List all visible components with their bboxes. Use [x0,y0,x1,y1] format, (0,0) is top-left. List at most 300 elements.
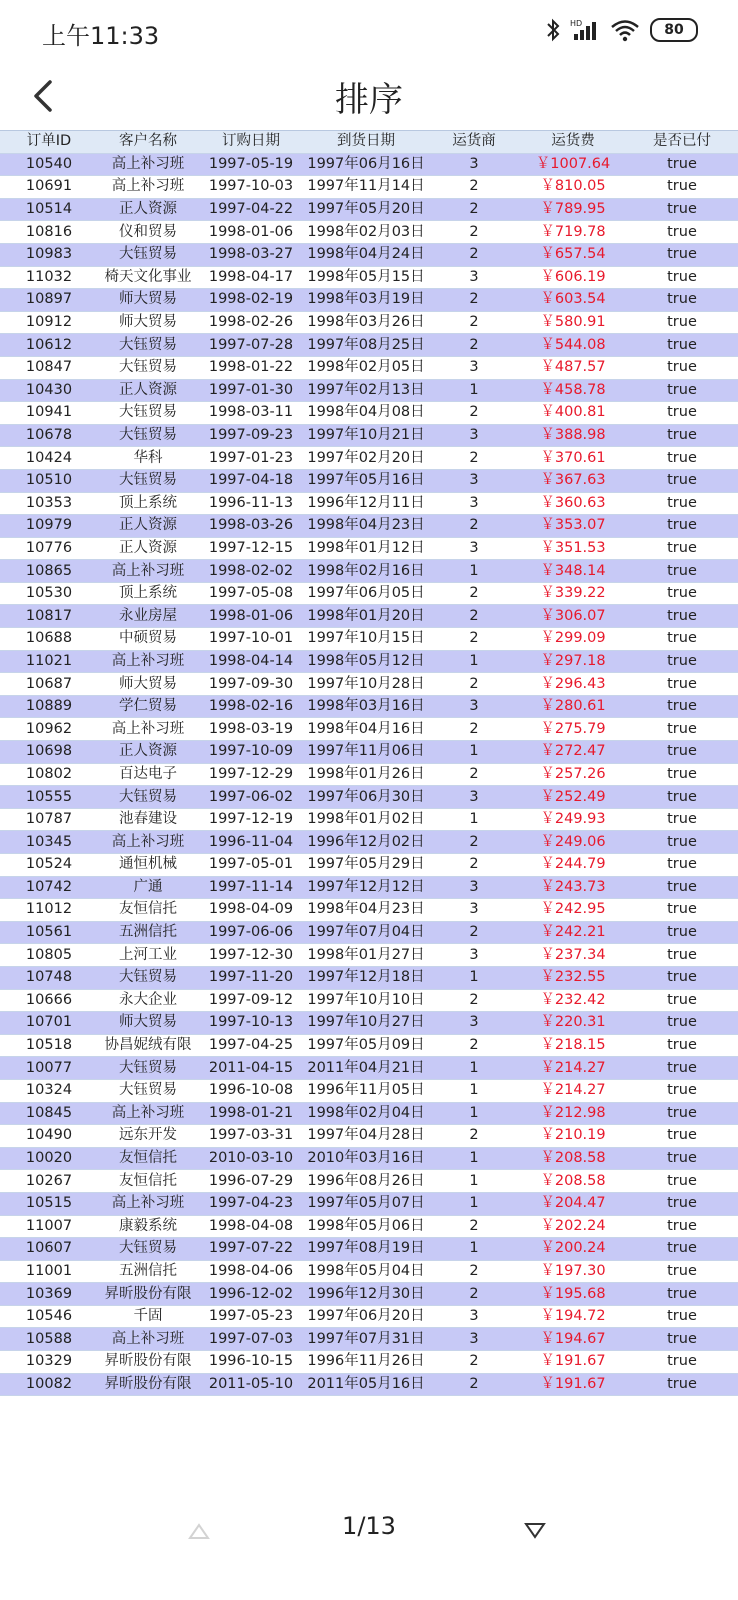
table-row[interactable] [0,854,738,877]
cell-shipper: 3 [428,944,520,967]
table-header-row [0,131,738,154]
cell-order-date: 1998-01-22 [198,356,304,379]
table-row[interactable] [0,492,738,515]
cell-order-date: 1996-10-15 [198,1351,304,1374]
cell-customer-name: 正人资源 [98,515,198,538]
table-row[interactable] [0,334,738,357]
cell-order-id: 10515 [0,1192,98,1215]
cell-order-id: 10805 [0,944,98,967]
cell-paid: true [626,628,738,651]
cell-arrival-date: 1997年07月31日 [304,1328,428,1351]
cell-arrival-date: 1996年11月05日 [304,1079,428,1102]
header-customer-name[interactable]: 客户名称 [98,131,198,154]
cell-arrival-date: 1997年08月19日 [304,1238,428,1261]
cell-order-date: 1997-06-02 [198,786,304,809]
cell-order-date: 1997-04-22 [198,198,304,221]
cell-arrival-date: 2011年05月16日 [304,1373,428,1396]
table-row[interactable] [0,831,738,854]
table-row[interactable] [0,718,738,741]
cell-arrival-date: 1997年12月18日 [304,966,428,989]
cell-paid: true [626,741,738,764]
cell-paid: true [626,944,738,967]
table-row[interactable] [0,899,738,922]
cell-shipper: 2 [428,1373,520,1396]
table-body [0,153,738,1396]
cell-paid: true [626,1305,738,1328]
cell-shipper: 1 [428,808,520,831]
cell-shipper: 2 [428,515,520,538]
cell-order-id: 10678 [0,424,98,447]
cell-customer-name: 仪和贸易 [98,221,198,244]
cell-customer-name: 协昌妮绒有限 [98,1034,198,1057]
table-row[interactable] [0,1102,738,1125]
cell-shipper: 3 [428,356,520,379]
cell-shipper: 1 [428,1192,520,1215]
header-paid[interactable]: 是否已付 [626,131,738,154]
cell-customer-name: 昇昕股份有限 [98,1283,198,1306]
cell-shipper: 3 [428,1012,520,1035]
table-row[interactable] [0,1351,738,1374]
cell-customer-name: 高上补习班 [98,650,198,673]
cell-order-date: 1997-12-30 [198,944,304,967]
cell-arrival-date: 1998年04月08日 [304,402,428,425]
cell-freight: ￥348.14 [520,560,626,583]
cell-shipper: 2 [428,402,520,425]
cell-shipper: 1 [428,1102,520,1125]
status-bar [0,0,738,66]
table-row[interactable] [0,582,738,605]
cell-arrival-date: 2011年04月21日 [304,1057,428,1080]
cell-order-id: 10817 [0,605,98,628]
cell-order-id: 10077 [0,1057,98,1080]
cell-freight: ￥242.95 [520,899,626,922]
cell-arrival-date: 1997年06月20日 [304,1305,428,1328]
cell-paid: true [626,763,738,786]
cell-customer-name: 椅天文化事业 [98,266,198,289]
cell-freight: ￥212.98 [520,1102,626,1125]
cell-customer-name: 学仁贸易 [98,695,198,718]
cell-paid: true [626,921,738,944]
cell-arrival-date: 1997年10月27日 [304,1012,428,1035]
cell-order-date: 1998-03-19 [198,718,304,741]
cell-shipper: 2 [428,628,520,651]
cell-paid: true [626,1192,738,1215]
cell-customer-name: 上河工业 [98,944,198,967]
svg-text:HD: HD [570,19,583,28]
status-icons [546,18,698,42]
table-row[interactable] [0,1170,738,1193]
cell-shipper: 1 [428,966,520,989]
cell-freight: ￥249.06 [520,831,626,854]
cell-order-id: 10802 [0,763,98,786]
cell-freight: ￥339.22 [520,582,626,605]
cell-arrival-date: 1997年04月28日 [304,1125,428,1148]
cell-shipper: 2 [428,1283,520,1306]
cell-arrival-date: 1997年05月20日 [304,198,428,221]
table-row[interactable] [0,695,738,718]
cell-customer-name: 大钰贸易 [98,334,198,357]
cell-customer-name: 高上补习班 [98,831,198,854]
cell-order-date: 1998-02-19 [198,289,304,312]
cell-paid: true [626,718,738,741]
cell-order-id: 10889 [0,695,98,718]
table-row[interactable] [0,650,738,673]
cell-paid: true [626,1125,738,1148]
table-row[interactable] [0,379,738,402]
cell-freight: ￥351.53 [520,537,626,560]
table-row[interactable] [0,243,738,266]
cell-arrival-date: 1997年05月07日 [304,1192,428,1215]
bluetooth-icon [546,18,560,42]
cell-paid: true [626,899,738,922]
cell-paid: true [626,492,738,515]
cell-freight: ￥191.67 [520,1351,626,1374]
cell-order-date: 1997-07-22 [198,1238,304,1261]
header-arrival-date[interactable]: 到货日期 [304,131,428,154]
cell-freight: ￥210.19 [520,1125,626,1148]
cell-customer-name: 千固 [98,1305,198,1328]
table-row[interactable] [0,808,738,831]
next-page-button[interactable] [524,1522,546,1540]
cell-order-date: 1998-02-26 [198,311,304,334]
cell-order-id: 10787 [0,808,98,831]
cell-paid: true [626,605,738,628]
cell-paid: true [626,854,738,877]
cell-shipper: 1 [428,650,520,673]
cell-customer-name: 五洲信托 [98,921,198,944]
cell-order-date: 2011-04-15 [198,1057,304,1080]
cell-paid: true [626,266,738,289]
table-row[interactable] [0,786,738,809]
cell-freight: ￥208.58 [520,1147,626,1170]
cell-paid: true [626,1057,738,1080]
cell-customer-name: 大钰贸易 [98,1057,198,1080]
cell-order-date: 1997-07-28 [198,334,304,357]
cell-customer-name: 师大贸易 [98,311,198,334]
cell-shipper: 2 [428,718,520,741]
header-order-date[interactable]: 订购日期 [198,131,304,154]
cell-customer-name: 大钰贸易 [98,1238,198,1261]
cell-order-id: 10020 [0,1147,98,1170]
cell-freight: ￥214.27 [520,1057,626,1080]
cell-order-date: 1997-10-09 [198,741,304,764]
table-row[interactable] [0,673,738,696]
cell-paid: true [626,1215,738,1238]
cell-order-id: 10518 [0,1034,98,1057]
table-row[interactable] [0,311,738,334]
table-row[interactable] [0,1147,738,1170]
cell-order-id: 10424 [0,447,98,470]
cell-shipper: 2 [428,1034,520,1057]
cell-shipper: 2 [428,243,520,266]
cell-paid: true [626,221,738,244]
table-row[interactable] [0,1305,738,1328]
cell-freight: ￥200.24 [520,1238,626,1261]
cell-freight: ￥544.08 [520,334,626,357]
cell-paid: true [626,582,738,605]
cell-freight: ￥232.42 [520,989,626,1012]
cell-freight: ￥367.63 [520,469,626,492]
cell-order-id: 10845 [0,1102,98,1125]
cell-customer-name: 高上补习班 [98,1192,198,1215]
cell-customer-name: 通恒机械 [98,854,198,877]
cell-freight: ￥242.21 [520,921,626,944]
header-shipper[interactable]: 运货商 [428,131,520,154]
cell-shipper: 3 [428,266,520,289]
cell-freight: ￥789.95 [520,198,626,221]
cell-paid: true [626,673,738,696]
cell-paid: true [626,469,738,492]
cell-freight: ￥370.61 [520,447,626,470]
cell-customer-name: 池春建设 [98,808,198,831]
cell-arrival-date: 1998年02月16日 [304,560,428,583]
cell-paid: true [626,989,738,1012]
cell-customer-name: 友恒信托 [98,1147,198,1170]
cell-arrival-date: 1997年11月14日 [304,176,428,199]
cell-order-date: 1998-01-06 [198,221,304,244]
cell-customer-name: 五洲信托 [98,1260,198,1283]
cell-customer-name: 高上补习班 [98,560,198,583]
cell-order-date: 1998-02-16 [198,695,304,718]
table-row[interactable] [0,153,738,176]
table-row[interactable] [0,447,738,470]
cell-order-id: 10329 [0,1351,98,1374]
pager [0,1500,738,1560]
cell-order-date: 1998-01-21 [198,1102,304,1125]
cell-order-id: 10865 [0,560,98,583]
cell-customer-name: 友恒信托 [98,1170,198,1193]
cell-shipper: 2 [428,921,520,944]
table-row[interactable] [0,515,738,538]
cell-order-id: 10979 [0,515,98,538]
cell-freight: ￥197.30 [520,1260,626,1283]
cell-order-date: 1997-01-23 [198,447,304,470]
cell-order-date: 1998-04-08 [198,1215,304,1238]
cell-arrival-date: 1997年10月28日 [304,673,428,696]
cell-paid: true [626,356,738,379]
page-indicator: 1/13 [342,1512,396,1540]
cell-paid: true [626,289,738,312]
cell-order-id: 10701 [0,1012,98,1035]
cell-freight: ￥208.58 [520,1170,626,1193]
cell-arrival-date: 1998年01月12日 [304,537,428,560]
cell-shipper: 2 [428,1351,520,1374]
table-row[interactable] [0,966,738,989]
cell-order-date: 1997-09-30 [198,673,304,696]
table-row[interactable] [0,1283,738,1306]
table-row[interactable] [0,1125,738,1148]
cell-order-date: 1998-04-17 [198,266,304,289]
cell-paid: true [626,650,738,673]
table-row[interactable] [0,1012,738,1035]
cell-arrival-date: 1997年08月25日 [304,334,428,357]
cell-customer-name: 中硕贸易 [98,628,198,651]
status-time: 上午11:33 [42,22,160,50]
cell-arrival-date: 1998年01月02日 [304,808,428,831]
cell-customer-name: 正人资源 [98,537,198,560]
table-row[interactable] [0,1373,738,1396]
table-row[interactable] [0,741,738,764]
cell-paid: true [626,1283,738,1306]
table-row[interactable] [0,1079,738,1102]
cell-customer-name: 大钰贸易 [98,469,198,492]
cell-paid: true [626,243,738,266]
cell-arrival-date: 1998年04月23日 [304,899,428,922]
table-row[interactable] [0,763,738,786]
table-row[interactable] [0,1328,738,1351]
cell-paid: true [626,876,738,899]
table-row[interactable] [0,176,738,199]
table-row[interactable] [0,198,738,221]
cell-arrival-date: 1997年06月05日 [304,582,428,605]
table-row[interactable] [0,1238,738,1261]
cell-arrival-date: 1997年10月10日 [304,989,428,1012]
cell-paid: true [626,786,738,809]
cell-paid: true [626,831,738,854]
cell-order-id: 11021 [0,650,98,673]
cell-paid: true [626,1170,738,1193]
cell-shipper: 1 [428,1238,520,1261]
cell-shipper: 2 [428,582,520,605]
cell-order-date: 1998-04-14 [198,650,304,673]
cell-customer-name: 百达电子 [98,763,198,786]
cell-freight: ￥191.67 [520,1373,626,1396]
cell-order-date: 1997-01-30 [198,379,304,402]
cell-paid: true [626,1351,738,1374]
cell-order-id: 10369 [0,1283,98,1306]
table-row[interactable] [0,944,738,967]
cell-freight: ￥580.91 [520,311,626,334]
table-row[interactable] [0,266,738,289]
cell-freight: ￥202.24 [520,1215,626,1238]
cell-order-id: 10345 [0,831,98,854]
cell-order-date: 1998-04-06 [198,1260,304,1283]
cell-shipper: 3 [428,153,520,176]
table-row[interactable] [0,424,738,447]
cell-paid: true [626,515,738,538]
cell-arrival-date: 1998年01月20日 [304,605,428,628]
cell-order-id: 10510 [0,469,98,492]
table-row[interactable] [0,402,738,425]
table-row[interactable] [0,989,738,1012]
cell-arrival-date: 1998年03月26日 [304,311,428,334]
cell-shipper: 2 [428,1260,520,1283]
table-row[interactable] [0,1192,738,1215]
cell-arrival-date: 1997年10月21日 [304,424,428,447]
cell-order-id: 10698 [0,741,98,764]
cell-customer-name: 昇昕股份有限 [98,1351,198,1374]
cell-paid: true [626,424,738,447]
cell-shipper: 2 [428,289,520,312]
cell-paid: true [626,560,738,583]
cell-order-id: 10816 [0,221,98,244]
cell-arrival-date: 1998年03月16日 [304,695,428,718]
cell-arrival-date: 1998年01月26日 [304,763,428,786]
cell-shipper: 2 [428,1125,520,1148]
cell-paid: true [626,402,738,425]
table-row[interactable] [0,469,738,492]
cell-arrival-date: 2010年03月16日 [304,1147,428,1170]
cell-freight: ￥487.57 [520,356,626,379]
cell-shipper: 2 [428,831,520,854]
cell-arrival-date: 1997年06月30日 [304,786,428,809]
cell-order-id: 10688 [0,628,98,651]
cell-order-date: 1997-07-03 [198,1328,304,1351]
cell-shipper: 2 [428,176,520,199]
cell-arrival-date: 1997年02月13日 [304,379,428,402]
cell-freight: ￥458.78 [520,379,626,402]
cell-order-id: 10353 [0,492,98,515]
table-row[interactable] [0,1034,738,1057]
cell-order-date: 1997-11-20 [198,966,304,989]
cell-freight: ￥218.15 [520,1034,626,1057]
cell-freight: ￥243.73 [520,876,626,899]
cell-order-date: 1997-10-01 [198,628,304,651]
cell-shipper: 2 [428,673,520,696]
table-row[interactable] [0,537,738,560]
cell-arrival-date: 1998年05月15日 [304,266,428,289]
table-row[interactable] [0,221,738,244]
cell-freight: ￥275.79 [520,718,626,741]
cell-order-date: 1997-04-25 [198,1034,304,1057]
cell-paid: true [626,808,738,831]
cell-freight: ￥1007.64 [520,153,626,176]
cell-paid: true [626,695,738,718]
cell-paid: true [626,1147,738,1170]
table-row[interactable] [0,356,738,379]
cell-order-id: 10847 [0,356,98,379]
cell-shipper: 1 [428,1057,520,1080]
cell-paid: true [626,1328,738,1351]
cell-customer-name: 正人资源 [98,741,198,764]
header-freight[interactable]: 运货费 [520,131,626,154]
table-row[interactable] [0,1260,738,1283]
cell-arrival-date: 1998年04月24日 [304,243,428,266]
cell-freight: ￥400.81 [520,402,626,425]
cell-order-date: 1998-03-27 [198,243,304,266]
table-row[interactable] [0,921,738,944]
table-row[interactable] [0,1057,738,1080]
cell-arrival-date: 1996年12月02日 [304,831,428,854]
cell-paid: true [626,1034,738,1057]
cell-order-date: 1997-12-19 [198,808,304,831]
cell-order-id: 10742 [0,876,98,899]
cell-order-id: 10897 [0,289,98,312]
table-row[interactable] [0,628,738,651]
cell-order-date: 1996-10-08 [198,1079,304,1102]
header-order-id[interactable]: 订单ID [0,131,98,154]
cell-order-id: 10666 [0,989,98,1012]
cell-customer-name: 大钰贸易 [98,424,198,447]
orders-table [0,130,738,1396]
table-row[interactable] [0,876,738,899]
cell-shipper: 2 [428,311,520,334]
table-row[interactable] [0,605,738,628]
cell-paid: true [626,537,738,560]
table-row[interactable] [0,560,738,583]
page-title: 排序 [335,80,403,120]
table-row[interactable] [0,1215,738,1238]
cell-freight: ￥296.43 [520,673,626,696]
cell-order-date: 1996-12-02 [198,1283,304,1306]
cell-customer-name: 正人资源 [98,198,198,221]
cell-order-id: 10941 [0,402,98,425]
table-row[interactable] [0,289,738,312]
cell-shipper: 3 [428,786,520,809]
cell-arrival-date: 1997年10月15日 [304,628,428,651]
cell-customer-name: 大钰贸易 [98,356,198,379]
cell-customer-name: 昇昕股份有限 [98,1373,198,1396]
